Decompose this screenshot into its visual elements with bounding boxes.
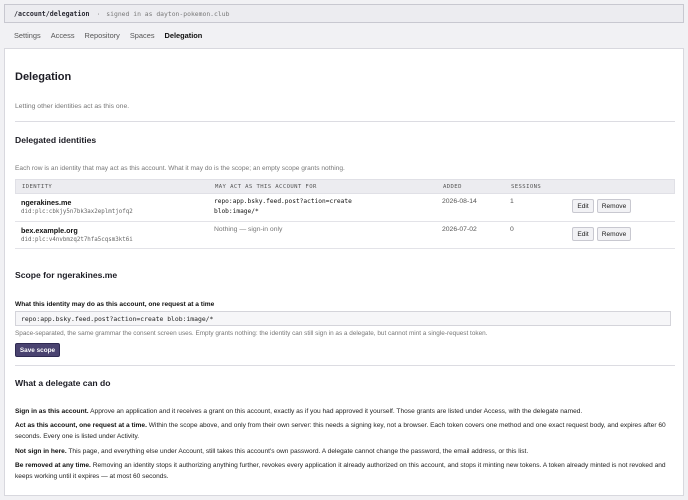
can-do-item-text: Approve an application and it receives a grant on this account, exactly as if you had approved it yourself. Those grants are listed under Access, with the delegate named. [88, 408, 583, 415]
delegation-panel [4, 48, 684, 496]
tab-access[interactable]: Access [50, 31, 75, 40]
top-bar [4, 4, 684, 23]
table-row [15, 222, 675, 249]
edit-button[interactable]: Edit [572, 199, 594, 213]
can-do-item [15, 446, 675, 457]
scope-empty-label: Nothing — sign-in only [214, 226, 283, 233]
tab-repository[interactable]: Repository [84, 31, 120, 40]
identity-handle: ngerakines.me [21, 198, 72, 207]
divider [15, 121, 675, 122]
can-do-item-text: Removing an identity stops it authorizing anything further, revokes every application it already authorized on this account, and stops it minting new tokens. A token already minted is not revoked and keeps working until it expires — at most 60 seconds. [15, 462, 666, 480]
column-scope: MAY ACT AS THIS ACCOUNT FOR [215, 184, 317, 190]
account-tabs [14, 31, 202, 40]
can-do-item [15, 460, 675, 482]
session-count: 0 [510, 226, 514, 233]
page-title: Delegation [15, 71, 72, 83]
delegated-heading: Delegated identities [15, 135, 97, 145]
delegates-table [15, 179, 675, 249]
identity-did: did:plc:cbkjy5n7bk3ax2eplmtjofq2 [21, 209, 133, 215]
scope-help-text: Space-separated, the same grammar the consent screen uses. Empty grants nothing: the identity can still sign in as a delegate, but cannot mint a single-request token. [15, 330, 488, 337]
save-scope-button[interactable]: Save scope [15, 343, 60, 357]
current-path: /account/delegation [14, 9, 90, 18]
path-separator: · [96, 9, 101, 18]
tab-spaces[interactable]: Spaces [129, 31, 155, 40]
signed-in-label: signed in as dayton-pokemon.club [106, 9, 230, 18]
tab-settings[interactable]: Settings [14, 31, 41, 40]
scope-field-label: What this identity may do as this account, one request at a time [15, 301, 215, 308]
column-added: ADDED [443, 184, 462, 190]
added-date: 2026-07-02 [442, 226, 477, 233]
can-do-item-title: Not sign in here. [15, 448, 67, 455]
divider [15, 365, 675, 366]
added-date: 2026-08-14 [442, 198, 477, 205]
can-do-item [15, 420, 675, 442]
column-sessions: SESSIONS [511, 184, 542, 190]
can-do-item-text: This page, and everything else under Account, still takes this account's own password. A delegate cannot change the password, the email address, or this list. [66, 448, 529, 455]
can-do-item-title: Sign in as this account. [15, 408, 89, 415]
scope-line: repo:app.bsky.feed.post?action=create [214, 198, 352, 205]
column-identity: IDENTITY [22, 184, 53, 190]
can-do-item-text: Within the scope above, and only from their own server: this needs a signing key, not a browser. Each token covers one method and one exact request body, and expires after 60 seconds. Every one is listed under Activity. [15, 422, 666, 440]
scope-heading: Scope for ngerakines.me [15, 270, 118, 280]
can-do-item [15, 406, 675, 417]
edit-button[interactable]: Edit [572, 227, 594, 241]
scope-line: blob:image/* [214, 208, 259, 215]
can-do-item-title: Act as this account, one request at a time. [15, 422, 147, 429]
remove-button[interactable]: Remove [597, 227, 631, 241]
tab-delegation[interactable]: Delegation [164, 31, 203, 40]
table-row [15, 194, 675, 222]
can-do-item-title: Be removed at any time. [15, 462, 91, 469]
can-do-heading: What a delegate can do [15, 378, 111, 388]
delegated-note: Each row is an identity that may act as this account. What it may do is the scope; an empty scope grants nothing. [15, 165, 345, 172]
scope-input[interactable]: repo:app.bsky.feed.post?action=create blob:image/* [15, 311, 671, 326]
table-header [15, 179, 675, 194]
identity-did: did:plc:v4nvbmzq2t7hfa5cqsm3kt6i [21, 237, 133, 243]
remove-button[interactable]: Remove [597, 199, 631, 213]
page-lead: Letting other identities act as this one. [15, 103, 130, 110]
session-count: 1 [510, 198, 514, 205]
identity-handle: bex.example.org [21, 226, 78, 235]
